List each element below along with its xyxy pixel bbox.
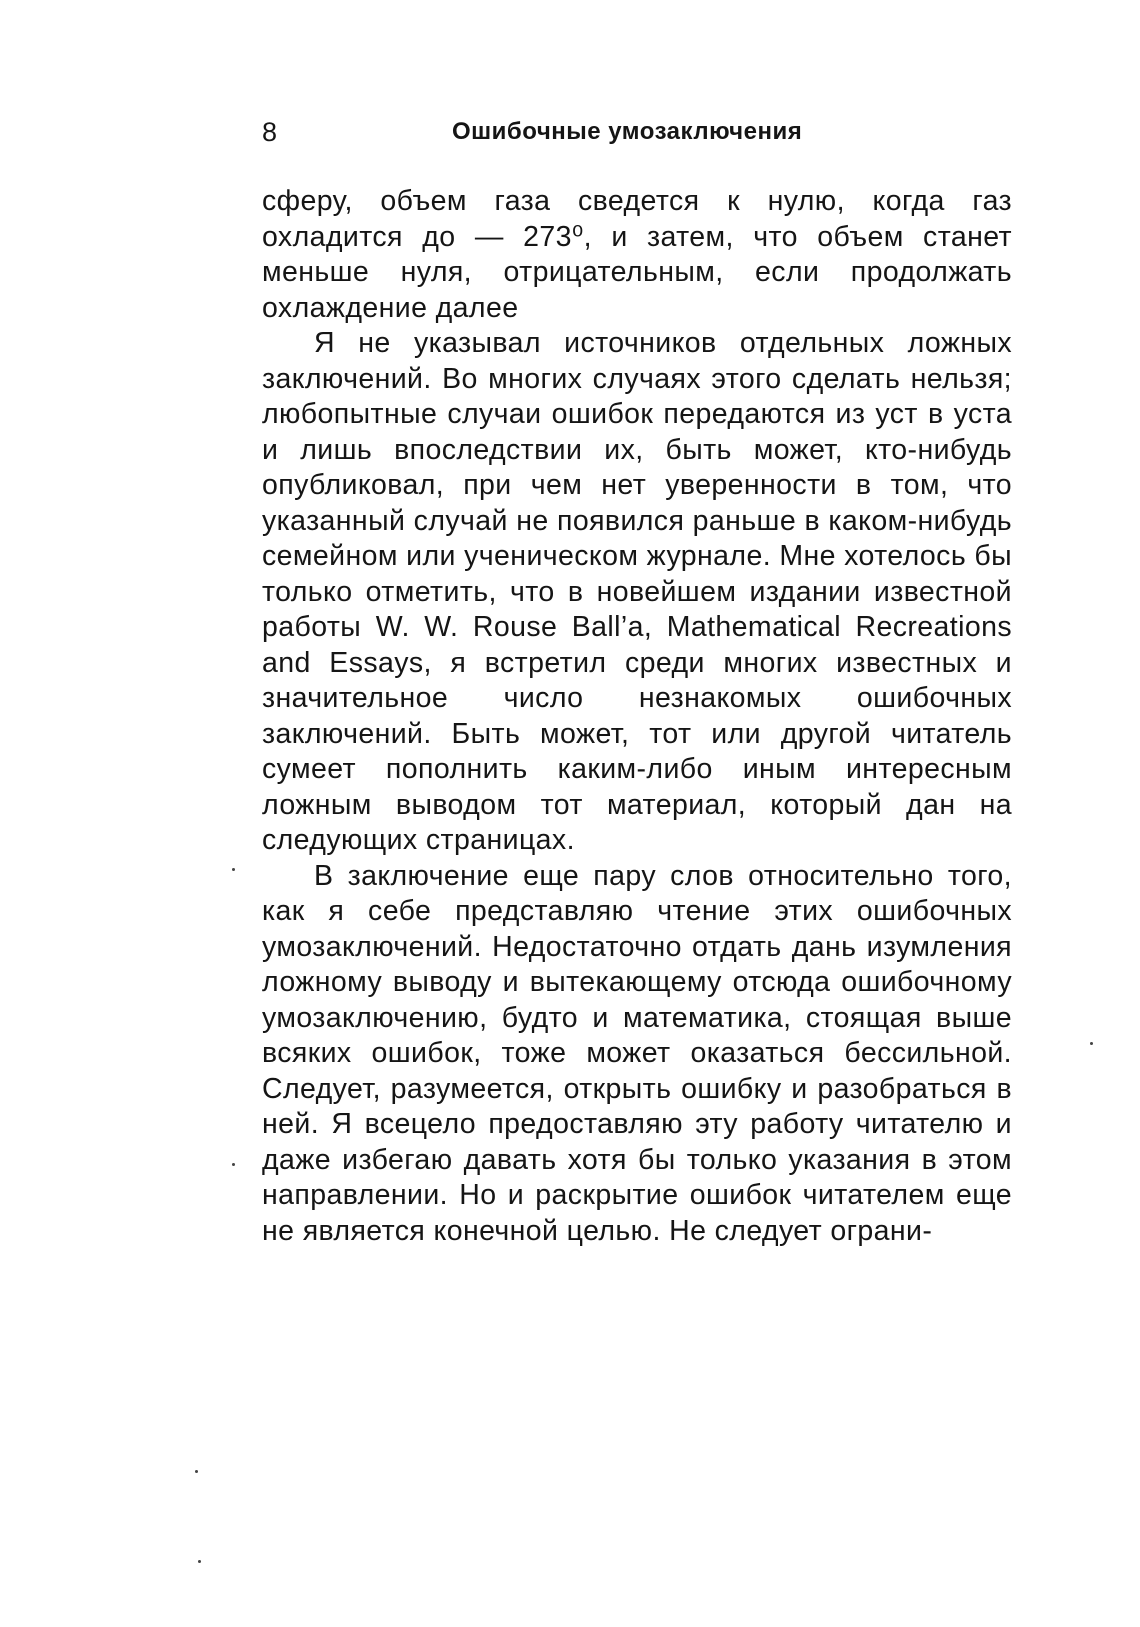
page-header [262,112,1012,152]
scan-speck [232,1163,235,1166]
scan-speck [195,1470,198,1473]
paragraph-2: Я не указывал источников отдельных ложных заключений. Во многих случаях этого сделать нельзя; любопытные случаи ошибок передаются из уст в уста и лишь впоследствии их, быть может, кто-нибудь опубликовал, при чем нет уверенности в том, что указанный случай не появился раньше в каком-нибудь семейном или ученическом журнале. Мне хотелось бы только отметить, что в новейшем издании известной работы W. W. Rouse Ball’a, Mathematical Recreations and Essays, я встретил среди многих известных и значительное число незнакомых ошибочных заключений. Быть может, тот или другой читатель сумеет пополнить каким-либо иным интересным ложным выводом тот материал, который дан на следующих страницах. [262,327,1012,856]
body-text [262,184,1012,1249]
scan-speck [232,868,235,871]
paragraph-3: В заключение еще пару слов относительно того, как я себе представляю чтение этих ошибочных умозаключений. Недостаточно отдать дань изумления ложному выводу и вытекающему отсюда ошибочному умозаключению, будто и математика, стоящая выше всяких ошибок, тоже может оказаться бессильной. Следует, разумеется, открыть ошибку и разобраться в ней. Я всецело предоставляю эту работу читателю и даже избегаю давать хотя бы только указания в этом направлении. Но и раскрытие ошибок читателем еще не является конечной целью. Не следует ограни- [262,859,1012,1247]
scan-speck [198,1560,201,1563]
page-number: 8 [262,117,278,147]
running-title: Ошибочные умозаключения [452,118,803,145]
scan-speck [1090,1042,1093,1045]
paragraph-1: сферу, объем газа сведется к нулю, когда газ охладится до — 273⁰, и затем, что объем станет меньше нуля, отрицательным, если продолжать охлаждение далее [262,185,1012,324]
